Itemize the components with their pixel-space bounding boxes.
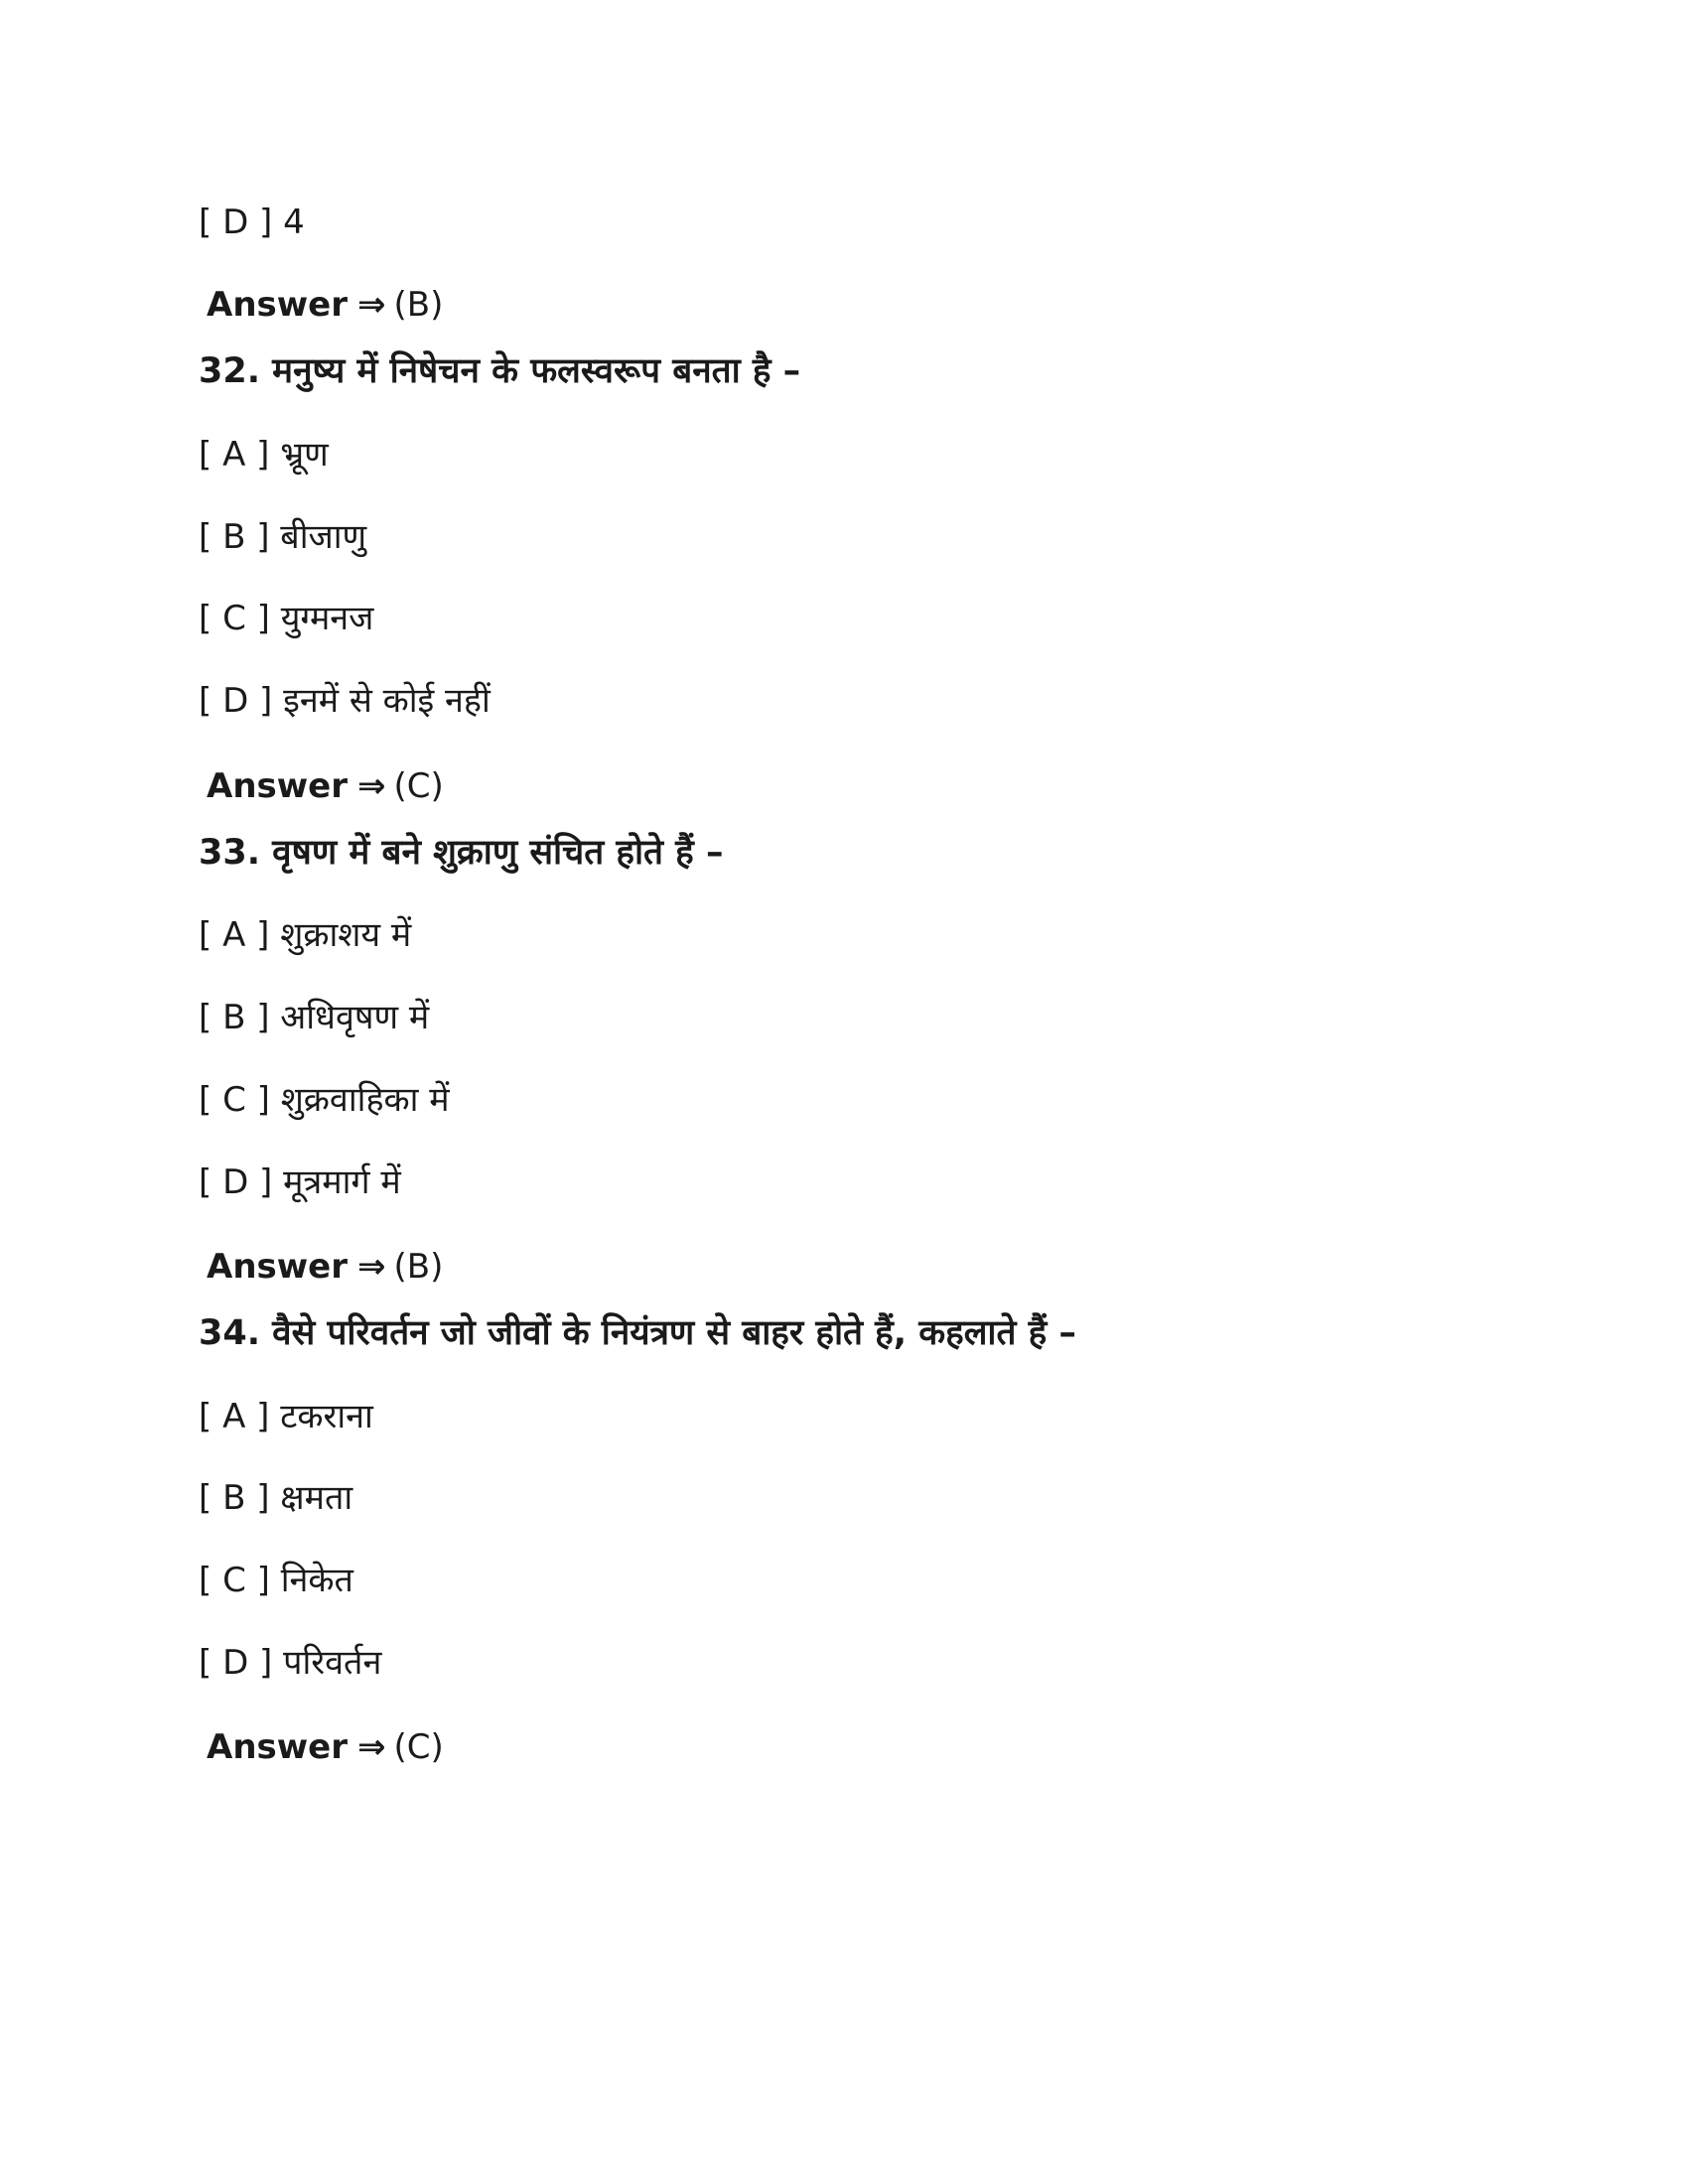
answer-label: Answer bbox=[207, 1727, 348, 1767]
answer-value: (B) bbox=[393, 1247, 444, 1287]
option-b: [ B ] अधिवृषण में bbox=[199, 998, 430, 1037]
answer-line bbox=[207, 1245, 443, 1289]
option-d: [ D ] परिवर्तन bbox=[199, 1643, 382, 1683]
answer-line bbox=[207, 764, 444, 808]
answer-arrow: ⇒ bbox=[357, 1247, 386, 1287]
answer-label: Answer bbox=[207, 766, 348, 806]
option-d: [ D ] इनमें से कोई नहीं bbox=[199, 681, 491, 721]
answer-value: (B) bbox=[393, 285, 444, 325]
question-33: 33. वृषण में बने शुक्राणु संचित होते हैं – bbox=[199, 833, 724, 873]
option-a: [ A ] भ्रूण bbox=[199, 435, 329, 475]
option-a: [ A ] टकराना bbox=[199, 1397, 373, 1436]
answer-value: (C) bbox=[393, 1727, 444, 1767]
option-b: [ B ] क्षमता bbox=[199, 1478, 353, 1518]
answer-arrow: ⇒ bbox=[357, 766, 386, 806]
option-c: [ C ] निकेत bbox=[199, 1561, 353, 1600]
answer-label: Answer bbox=[207, 1247, 348, 1287]
answer-arrow: ⇒ bbox=[357, 1727, 386, 1767]
option-d: [ D ] मूत्रमार्ग में bbox=[199, 1162, 401, 1202]
option-d: [ D ] 4 bbox=[199, 203, 305, 242]
option-b: [ B ] बीजाणु bbox=[199, 517, 367, 557]
question-32: 32. मनुष्य में निषेचन के फलस्वरूप बनता है – bbox=[199, 351, 801, 391]
answer-label: Answer bbox=[207, 285, 348, 325]
answer-arrow: ⇒ bbox=[357, 285, 386, 325]
option-a: [ A ] शुक्राशय में bbox=[199, 915, 412, 955]
answer-value: (C) bbox=[393, 766, 444, 806]
answer-line bbox=[207, 1725, 444, 1769]
option-c: [ C ] युग्मनज bbox=[199, 599, 374, 638]
question-34: 34. वैसे परिवर्तन जो जीवों के नियंत्रण से बाहर होते हैं, कहलाते हैं – bbox=[199, 1313, 1076, 1353]
answer-line bbox=[207, 283, 443, 327]
option-c: [ C ] शुक्रवाहिका में bbox=[199, 1080, 450, 1120]
